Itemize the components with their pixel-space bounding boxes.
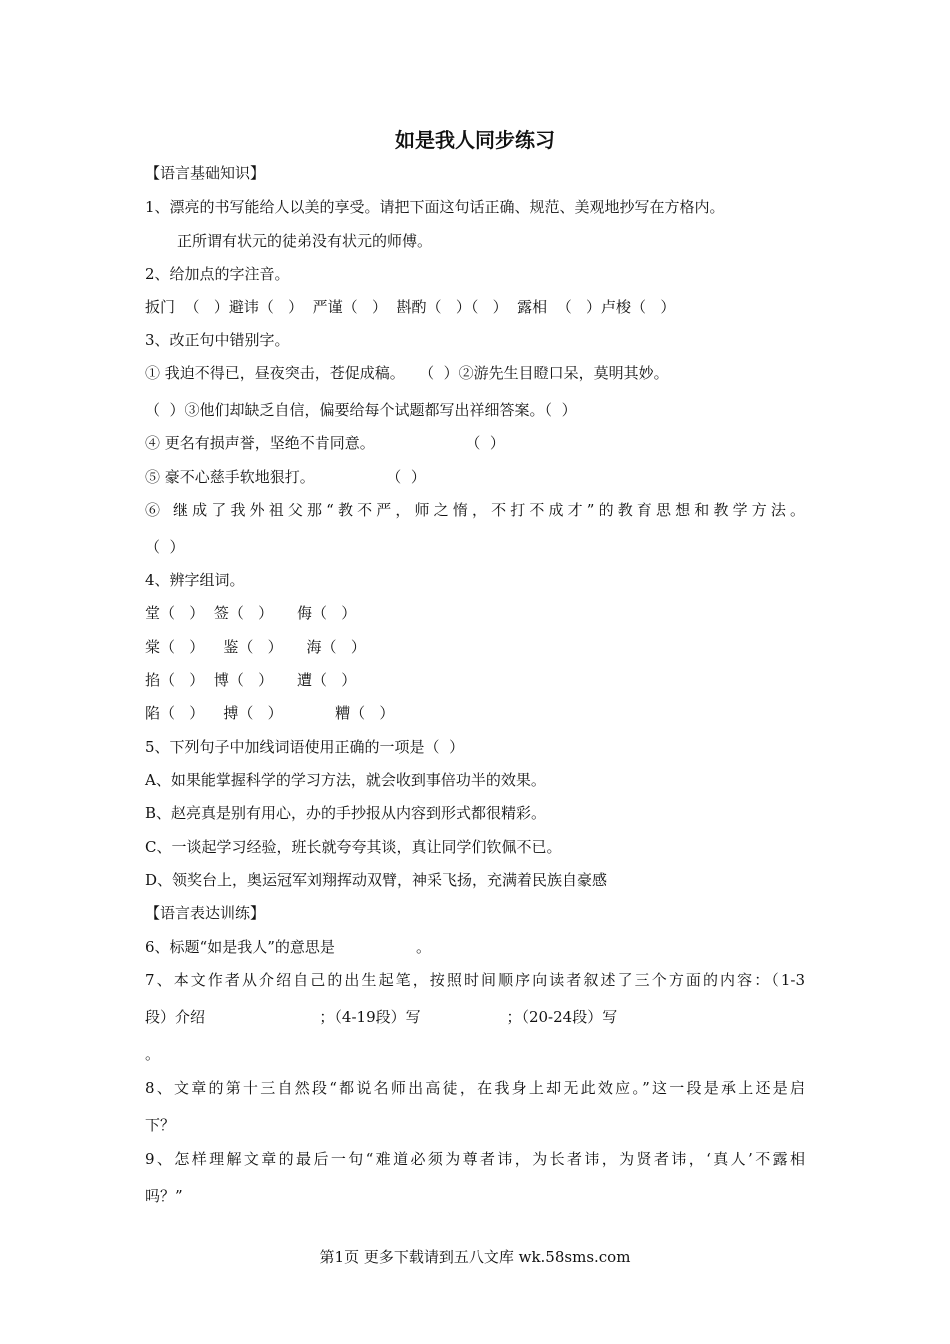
- question-5-option-b: B、赵亮真是别有用心，办的手抄报从内容到形式都很精彩。: [145, 804, 547, 822]
- question-5-option-c: C、一谈起学习经验，班长就夸夸其谈，真让同学们钦佩不已。: [145, 838, 562, 856]
- question-6: 6、标题“如是我人”的意思是 。: [145, 938, 431, 956]
- question-3-item-6-answer: （ ）: [145, 538, 185, 556]
- section-heading-basic: 【语言基础知识】: [145, 164, 266, 182]
- question-5: 5、下列句子中加线词语使用正确的一项是（ ）: [145, 738, 465, 756]
- question-4-row-3: 掐（ ） 博（ ） 遭（ ）: [145, 671, 357, 689]
- question-1-sentence: 正所谓有状元的徒弟没有状元的师傅。: [177, 232, 433, 250]
- question-3: 3、改正句中错别字。: [145, 331, 290, 349]
- page-footer: 第1页 更多下载请到五八文库 wk.58sms.com: [319, 1248, 631, 1266]
- question-9-line-2: 吗？”: [145, 1187, 183, 1205]
- question-7-line-1: 7、本文作者从介绍自己的出生起笔，按照时间顺序向读者叙述了三个方面的内容：（1-3: [145, 971, 805, 989]
- question-7-line-2: 段）介绍 ；（4-19段）写 ；（20-24段）写: [145, 1008, 618, 1026]
- question-3-item-4: ④ 更名有损声誉，坚绝不肯同意。 （ ）: [145, 434, 505, 452]
- question-2: 2、给加点的字注音。: [145, 265, 290, 283]
- question-9-line-1: 9、怎样理解文章的最后一句“难道必须为尊者讳，为长者讳，为贤者讳，‘真人’不露相: [145, 1150, 805, 1168]
- section-heading-expression: 【语言表达训练】: [145, 904, 266, 922]
- question-3-item-3: （ ）③他们却缺乏自信，偏要给每个试题都写出祥细答案。（ ）: [145, 401, 577, 419]
- question-2-items: 扳门 （ ）避讳（ ） 严谨（ ） 斟酌（ ）（ ） 露相 （ ）卢梭（ ）: [145, 298, 676, 316]
- question-4-row-1: 堂（ ） 签（ ） 侮（ ）: [145, 604, 357, 622]
- question-4-row-2: 棠（ ） 鉴（ ） 海（ ）: [145, 638, 366, 656]
- question-3-item-5: ⑤ 豪不心慈手软地狠打。 （ ）: [145, 468, 426, 486]
- question-8-line-2: 下？: [145, 1116, 176, 1134]
- question-5-option-d: D、领奖台上，奥运冠军刘翔挥动双臂，神采飞扬，充满着民族自豪感: [145, 871, 608, 889]
- question-1: 1、漂亮的书写能给人以美的享受。请把下面这句话正确、规范、美观地抄写在方格内。: [145, 198, 725, 216]
- question-7-line-3: 。: [145, 1045, 161, 1063]
- question-3-item-6: ⑥ 继成了我外祖父那“教不严，师之惰，不打不成才”的教育思想和教学方法。: [145, 501, 805, 519]
- question-4-row-4: 陷（ ） 搏（ ） 糟（ ）: [145, 704, 395, 722]
- question-8-line-1: 8、文章的第十三自然段“都说名师出高徒，在我身上却无此效应。”这一段是承上还是启: [145, 1079, 805, 1097]
- question-5-option-a: A、如果能掌握科学的学习方法，就会收到事倍功半的效果。: [145, 771, 546, 789]
- question-4: 4、辨字组词。: [145, 571, 245, 589]
- question-3-item-1: ① 我迫不得已，昼夜突击，苍促成稿。 （ ）②游先生目瞪口呆，莫明其妙。: [145, 364, 669, 382]
- document-title: 如是我人同步练习: [395, 128, 555, 152]
